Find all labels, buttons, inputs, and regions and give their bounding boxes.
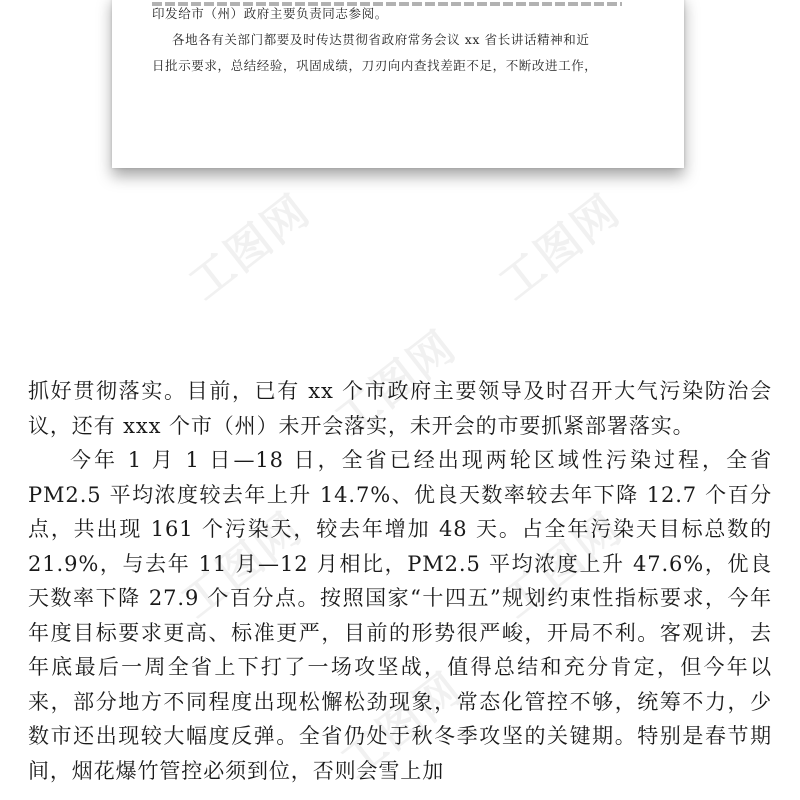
paragraph: 抓好贯彻落实。目前，已有 xx 个市政府主要领导及时召开大气污染防治会议，还有 xxx 个市（州）未开会落实，未开会的市要抓紧部署落实。 [28,379,772,438]
card-text-line-3: 日批示要求，总结经验，巩固成绩，刀刃向内查找差距不足，不断改进工作， [152,58,598,73]
watermark-logo: 工图网 [171,502,312,629]
watermark-logo: 工图网 [489,184,630,311]
watermark-logo: 工图网 [325,320,466,447]
watermark-logo: 工图网 [491,502,632,629]
watermark-logo: 工图网 [179,184,320,311]
watermark-logo: 工图网 [331,662,472,789]
document-body [28,374,772,788]
document-preview-card [112,0,684,168]
paragraph: 今年 1 月 1 日—18 日，全省已经出现两轮区域性污染过程，全省 PM2.5 平均浓度较去年上升 14.7%、优良天数率较去年下降 12.7 个百分点，共出现 161 个污染天，较去年增加 48 天。占全年污染天目标总数的 21.9%，与去年 11 月—12 月相比，PM2.5 平均浓度上升 47.6%，优良天数率下降 27.9 个百分点。按照国家“十四五”规划约束性指标要求，今年年度目标要求更高、标准更严，目前的形势很严峻，开局不利。客观讲，去年底最后一周全省上下打了一场攻坚战，值得总结和充分肯定，但今年以来，部分地方不同程度出现松懈松劲现象，常态化管控不够，统筹不力，少数市还出现较大幅度反弹。全省仍处于秋冬季攻坚的关键期。特别是春节期间，烟花爆竹管控必须到位，否则会雪上加 [28,448,772,783]
card-text-line-2: 各地各有关部门都要及时传达贯彻省政府常务会议 xx 省长讲话精神和近 [172,32,590,47]
card-text-line-1: 印发给市（州）政府主要负责同志参阅。 [152,6,388,21]
